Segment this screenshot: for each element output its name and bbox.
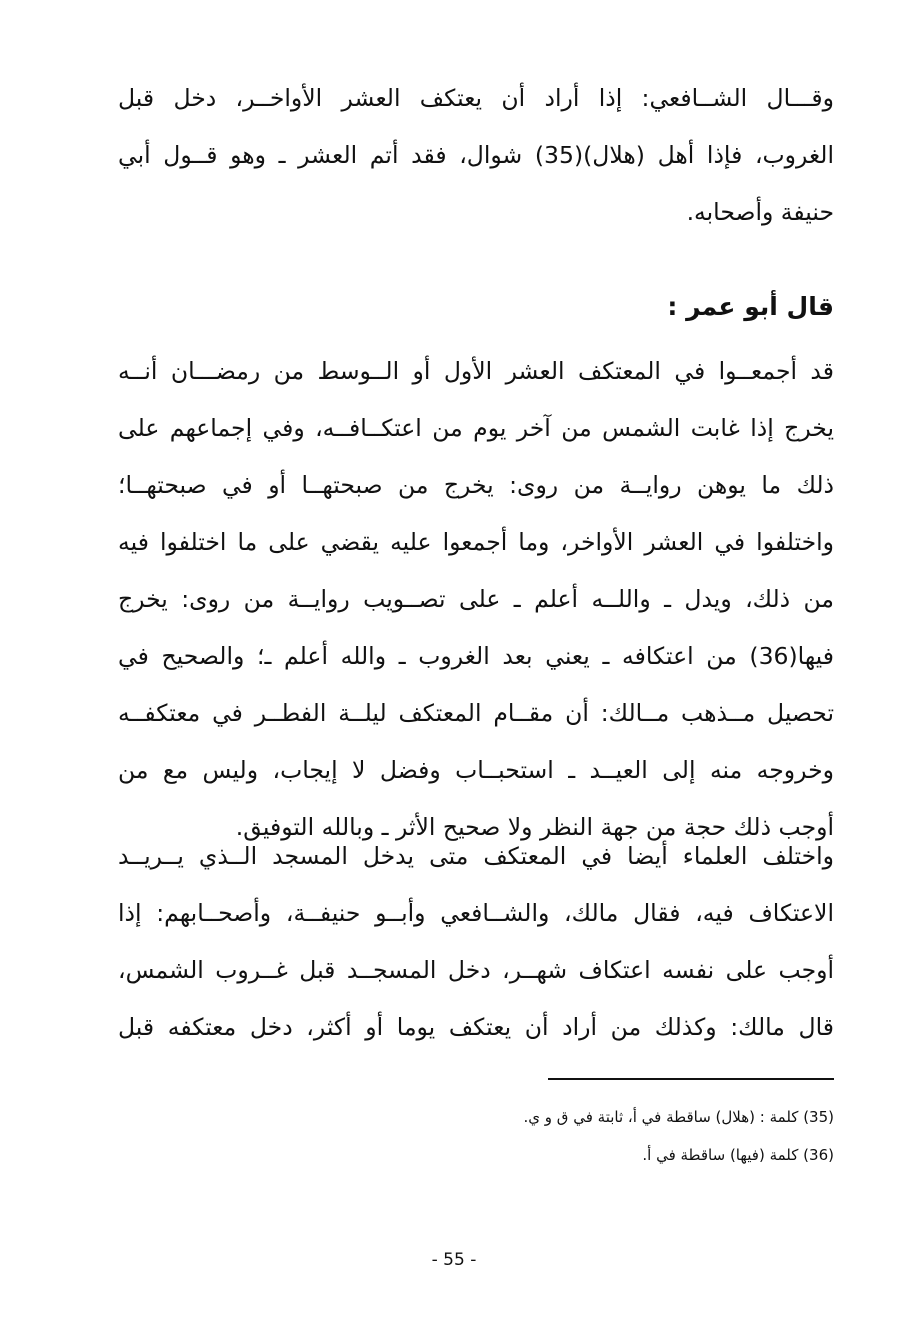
paragraph-3 — [118, 828, 834, 1056]
paragraph-2-line: وخروجه منه إلى العيــد ـ استحبــاب وفضل لا إيجاب، وليس مع من — [118, 756, 834, 784]
paragraph-1-line: الغروب، فإذا أهل (هلال)(35) شوال، فقد أتم العشر ـ وهو قــول أبي — [118, 141, 834, 169]
paragraph-2-line: واختلفوا في العشر الأواخر، وما أجمعوا عليه يقضي على ما اختلفوا فيه — [118, 528, 834, 556]
paragraph-3-line: أوجب على نفسه اعتكاف شهــر، دخل المسجــد قبل غــروب الشمس، — [118, 956, 834, 984]
paragraph-2-line: فيها(36) من اعتكافه ـ يعني بعد الغروب ـ والله أعلم ـ؛ والصحيح في — [118, 642, 834, 670]
footnote-36: (36) كلمة (فيها) ساقطة في أ. — [642, 1146, 834, 1164]
paragraph-3-line: واختلف العلماء أيضا في المعتكف متى يدخل المسجد الــذي يــريــد — [118, 842, 834, 870]
paragraph-2-line: قد أجمعــوا في المعتكف العشر الأول أو الــوسط من رمضـــان أنــه — [118, 357, 834, 385]
page-number: - 55 - — [431, 1250, 477, 1270]
paragraph-1-line: وقـــال الشــافعي: إذا أراد أن يعتكف العشر الأواخــر، دخل قبل — [118, 84, 834, 112]
footnote-35: (35) كلمة : (هلال) ساقطة في أ، ثابتة في ق و ي. — [523, 1108, 834, 1126]
paragraph-1 — [118, 70, 834, 241]
paragraph-2-line: ذلك ما يوهن روايــة من روى: يخرج من صبحتهــا أو في صبحتهــا؛ — [118, 471, 834, 499]
paragraph-2-line: أوجب ذلك حجة من جهة النظر ولا صحيح الأثر ـ وبالله التوفيق. — [235, 813, 834, 841]
paragraph-2-line: تحصيل مــذهب مــالك: أن مقــام المعتكف ليلــة الفطــر في معتكفــه — [118, 699, 834, 727]
paragraph-2-line: يخرج إذا غابت الشمس من آخر يوم من اعتكــافــه، وفي إجماعهم على — [118, 414, 834, 442]
paragraph-1-line: حنيفة وأصحابه. — [686, 198, 834, 226]
footnote-separator — [548, 1078, 834, 1080]
footnotes — [118, 1098, 834, 1174]
section-heading: قال أبو عمر : — [667, 292, 834, 321]
paragraph-3-line: قال مالك: وكذلك من أراد أن يعتكف يوما أو أكثر، دخل معتكفه قبل — [118, 1013, 834, 1041]
paragraph-2-line: من ذلك، ويدل ـ واللــه أعلم ـ على تصــويب روايــة من روى: يخرج — [118, 585, 834, 613]
paragraph-2 — [118, 343, 834, 856]
paragraph-3-line: الاعتكاف فيه، فقال مالك، والشــافعي وأبــو حنيفــة، وأصحــابهم: إذا — [118, 899, 834, 927]
